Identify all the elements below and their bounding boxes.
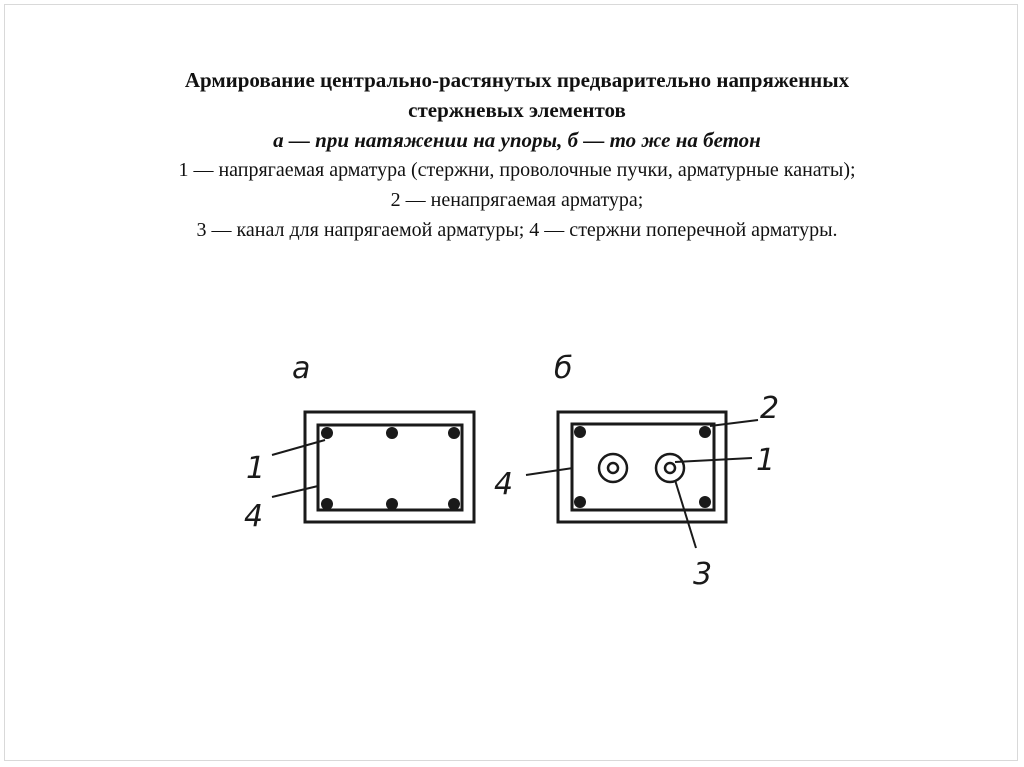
panel-b-leader-4 — [526, 468, 573, 475]
panel-b-label-2: 2 — [760, 391, 780, 426]
legend-item-1: 1 — напрягаемая арматура (стержни, проволочные пучки, арматурные канаты); — [178, 159, 856, 181]
panel-b-leader-3 — [675, 480, 696, 548]
panel-a-bar — [448, 498, 460, 510]
panel-b-leader-2 — [710, 420, 758, 426]
panel-a-bar — [386, 498, 398, 510]
legend-item-2: 2 — ненапрягаемая арматура; — [390, 189, 644, 211]
panel-b — [494, 351, 779, 592]
panel-a-leader-4 — [272, 486, 318, 497]
panel-a-label-1: 1 — [246, 451, 266, 486]
panel-b-letter: б — [554, 351, 573, 386]
panel-b-label-1: 1 — [756, 443, 776, 478]
panel-b-label-3: 3 — [693, 557, 713, 592]
panel-b-bar — [699, 496, 711, 508]
panel-b-bar — [699, 426, 711, 438]
legend-item-3-4: 3 — канал для напрягаемой арматуры; 4 — стержни поперечной арматуры. — [196, 219, 838, 241]
panel-b-label-4: 4 — [494, 467, 514, 502]
panel-a-letter: а — [292, 351, 311, 386]
caption-subtitle: а — при натяжении на упоры, б — то же на бетон — [273, 128, 761, 152]
panel-b-channel — [656, 454, 684, 482]
panel-a — [244, 351, 474, 534]
panel-b-channel — [599, 454, 627, 482]
caption-title-line-1: Армирование центрально-растянутых предварительно напряженных — [184, 68, 850, 92]
panel-a-bar — [321, 498, 333, 510]
panel-b-bar — [574, 426, 586, 438]
panel-a-bar — [448, 427, 460, 439]
panel-b-stirrup — [572, 424, 714, 510]
panel-a-bar — [386, 427, 398, 439]
panel-a-label-4: 4 — [244, 499, 264, 534]
panel-b-bar — [574, 496, 586, 508]
panel-a-bar — [321, 427, 333, 439]
caption-title-line-2: стержневых элементов — [408, 98, 626, 122]
panel-b-tendon — [608, 463, 618, 473]
panel-b-tendon — [665, 463, 675, 473]
